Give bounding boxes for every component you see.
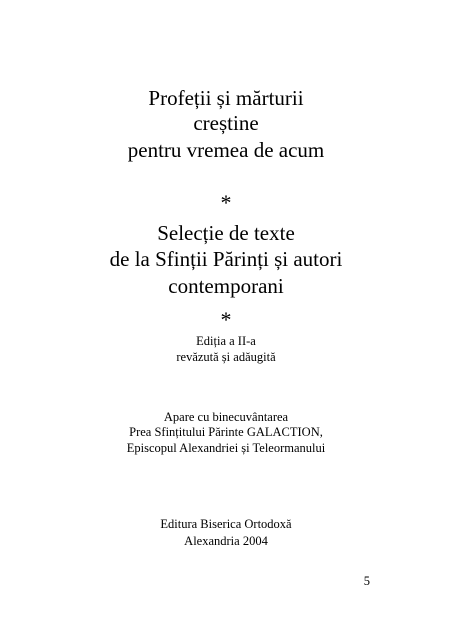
title-line-3: pentru vremea de acum (127, 138, 325, 162)
publisher-name: Editura Biserica Ortodoxă (160, 517, 292, 531)
subtitle-line-3: contemporani (168, 274, 284, 298)
page-number: 5 (363, 574, 370, 588)
blessing-line-3: Episcopul Alexandriei și Teleormanului (126, 441, 326, 455)
edition-line-1: Ediția a II-a (196, 334, 256, 348)
blessing-line-2: Prea Sfințitului Părinte GALACTION, (129, 425, 323, 439)
separator-asterisk: * (220, 190, 232, 215)
publisher-place-year: Alexandria 2004 (184, 534, 268, 548)
subtitle-line-1: Selecție de texte (157, 221, 295, 245)
blessing-line-1: Apare cu binecuvântarea (163, 410, 289, 424)
title-line-1: Profeții și mărturii (148, 86, 304, 110)
separator-asterisk-2: * (220, 307, 232, 332)
subtitle-line-2: de la Sfinții Părinți și autori (109, 247, 343, 271)
edition-line-2: revăzută și adăugită (176, 350, 276, 364)
title-line-2: creștine (193, 111, 259, 135)
